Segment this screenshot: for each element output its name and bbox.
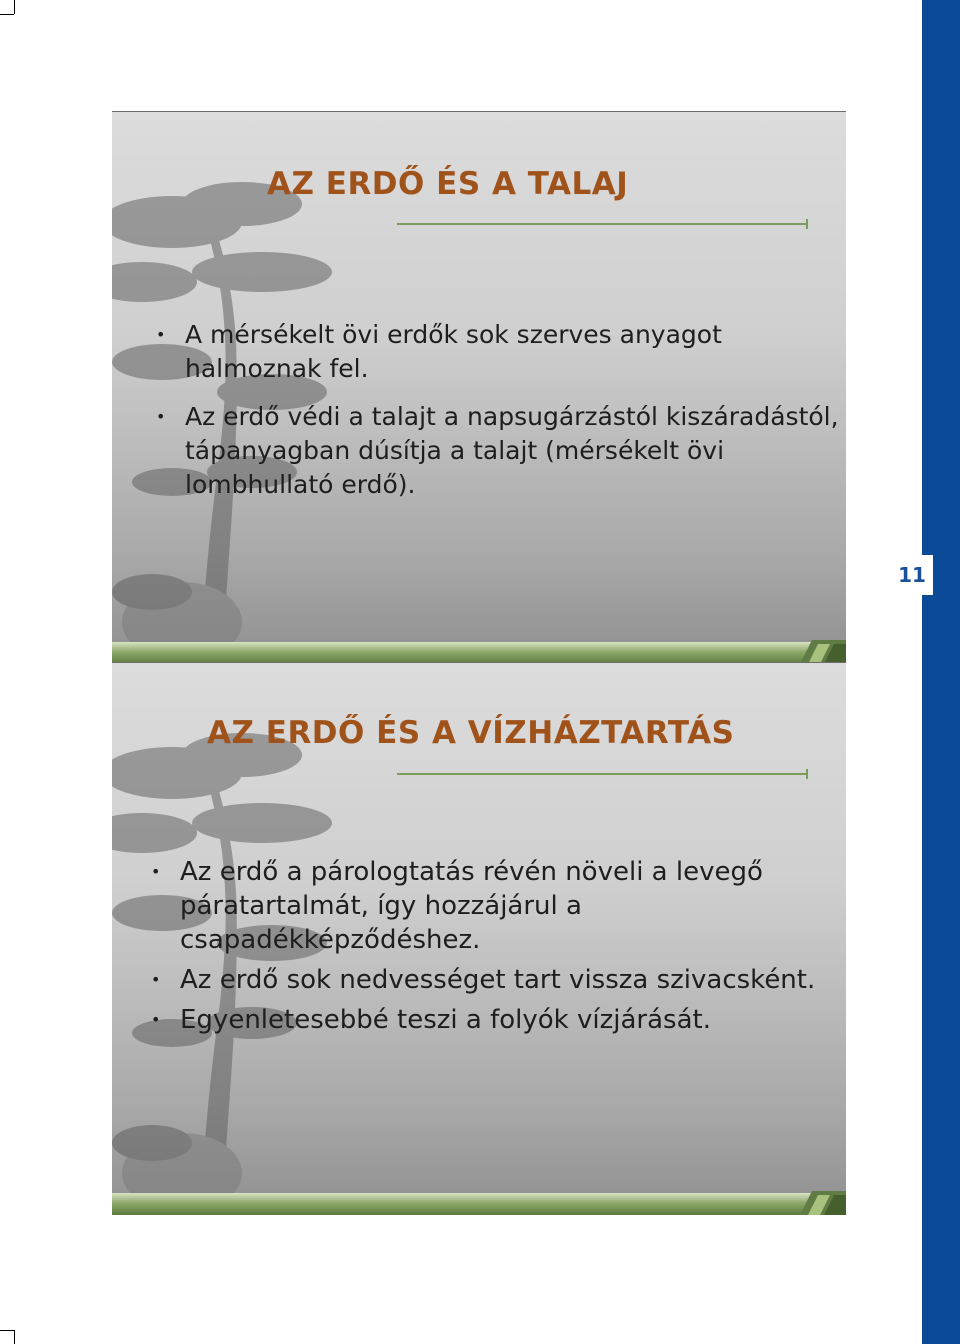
bullet-list bbox=[152, 318, 842, 516]
crop-mark bbox=[0, 14, 14, 15]
side-accent-bar bbox=[922, 0, 960, 1344]
crop-mark bbox=[14, 0, 15, 14]
title-rule-end bbox=[806, 769, 812, 779]
title-rule bbox=[397, 773, 807, 775]
page-number: 11 bbox=[891, 555, 933, 595]
crop-mark bbox=[14, 1330, 15, 1344]
title-rule-end bbox=[806, 219, 812, 229]
bullet-item: • Az erdő védi a talajt a napsugárzástól kiszáradástól, tápanyagban dúsítja a talajt (mérsékelt övi lombhullató erdő). bbox=[152, 400, 842, 502]
footer-chevron-icon bbox=[800, 1191, 846, 1215]
slide-title: AZ ERDŐ ÉS A VÍZHÁZTARTÁS bbox=[207, 715, 735, 751]
bullet-item: • A mérsékelt övi erdők sok szerves anyagot halmoznak fel. bbox=[152, 318, 842, 386]
title-rule bbox=[397, 223, 807, 225]
slide-footer-bar bbox=[112, 1193, 846, 1215]
slide-2 bbox=[112, 662, 846, 1215]
slide-title: AZ ERDŐ ÉS A TALAJ bbox=[267, 166, 629, 202]
bullet-item: • Az erdő sok nedvességet tart vissza szivacsként. bbox=[147, 963, 837, 997]
bullet-item: • Az erdő a párologtatás révén növeli a levegő páratartalmát, így hozzájárul a csapadékképződéshez. bbox=[147, 855, 837, 957]
crop-mark bbox=[0, 1330, 14, 1331]
bullet-list bbox=[147, 855, 837, 1043]
bullet-item: • Egyenletesebbé teszi a folyók vízjárását. bbox=[147, 1003, 837, 1037]
slide-footer-bar bbox=[112, 642, 846, 664]
footer-chevron-icon bbox=[800, 640, 846, 664]
slide-1 bbox=[112, 111, 846, 664]
